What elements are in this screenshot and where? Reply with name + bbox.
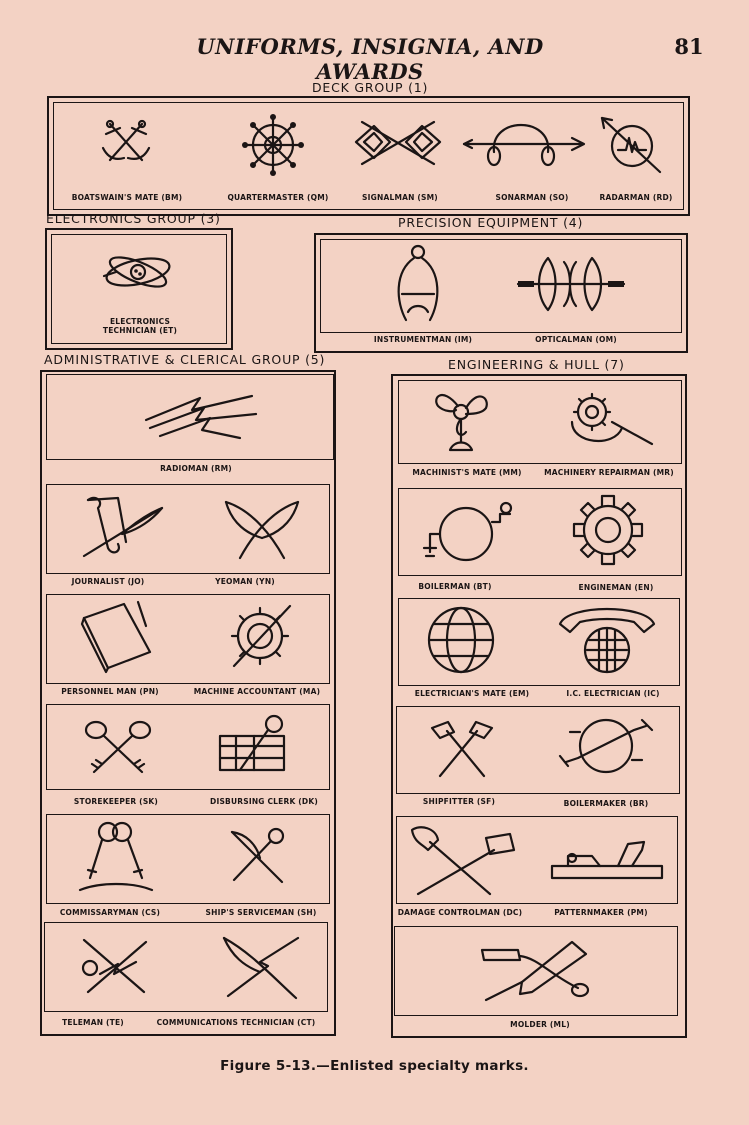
gear-lens-icon [566, 388, 658, 450]
lightning-bolts-icon [140, 390, 260, 446]
quartermaster-label: QUARTERMASTER (QM) [227, 193, 329, 202]
storekeeper-label: STOREKEEPER (SK) [73, 797, 159, 806]
opticalman-label: OPTICALMAN (OM) [535, 335, 617, 344]
ledger-key-icon [214, 712, 294, 778]
page-title: UNIFORMS, INSIGNIA, AND AWARDS [196, 34, 544, 84]
molder-label: MOLDER (ML) [510, 1020, 570, 1029]
headphones-arrow-icon [456, 108, 592, 174]
crossed-flags-icon [352, 118, 444, 166]
crossed-quill-bolt-icon [220, 932, 302, 1002]
disbursing-clerk-label: DISBURSING CLERK (DK) [210, 797, 318, 806]
ic-electrician-label: I.C. ELECTRICIAN (IC) [566, 689, 660, 698]
precision-group-heading: PRECISION EQUIPMENT (4) [398, 215, 584, 230]
atom-orbit-icon [100, 246, 176, 298]
crossed-key-quill-icon [226, 824, 288, 886]
communications-technician-label: COMMUNICATIONS TECHNICIAN (CT) [156, 1018, 316, 1027]
boiler-valve-icon [420, 494, 520, 568]
ship-wheel-icon [240, 114, 306, 176]
crossed-keys-icon [82, 716, 154, 776]
figure-caption: Figure 5-13.—Enlisted specialty marks. [220, 1058, 529, 1074]
shipfitter-label: SHIPFITTER (SF) [422, 797, 496, 806]
teleman-label: TELEMAN (TE) [62, 1018, 124, 1027]
sonarman-label: SONARMAN (SO) [495, 193, 569, 202]
electronics-technician-label-line1: ELECTRONICS [109, 317, 171, 326]
ships-serviceman-label: SHIP'S SERVICEMAN (SH) [205, 908, 317, 917]
personnel-man-label: PERSONNEL MAN (PN) [61, 687, 159, 696]
yeoman-label: YEOMAN (YN) [215, 577, 275, 586]
admin-group-heading: ADMINISTRATIVE & CLERICAL GROUP (5) [44, 352, 326, 367]
crossed-anchors-icon [100, 118, 152, 166]
boilerman-label: BOILERMAN (BT) [418, 582, 492, 591]
keys-ring-icon [76, 820, 156, 896]
book-quill-icon [78, 598, 158, 674]
wrench-boiler-icon [556, 710, 656, 780]
machinists-mate-label: MACHINIST'S MATE (MM) [412, 468, 522, 477]
gear-icon [568, 490, 648, 570]
crossed-quills-icon [222, 496, 302, 562]
patternmaker-label: PATTERNMAKER (PM) [554, 908, 648, 917]
propeller-icon [428, 384, 494, 454]
boilermaker-label: BOILERMAKER (BR) [563, 799, 649, 808]
ladle-rammer-icon [476, 936, 592, 1004]
axe-maul-icon [406, 822, 524, 898]
machinery-repairman-label: MACHINERY REPAIRMAN (MR) [544, 468, 674, 477]
engineering-group-heading: ENGINEERING & HULL (7) [448, 357, 625, 372]
quills-bolt-icon [78, 934, 152, 998]
gear-quill-icon [226, 600, 296, 670]
lenses-icon [514, 252, 628, 316]
damage-controlman-label: DAMAGE CONTROLMAN (DC) [397, 908, 523, 917]
engineman-label: ENGINEMAN (EN) [578, 583, 654, 592]
radioman-label: RADIOMAN (RM) [160, 464, 232, 473]
journalist-label: JOURNALIST (JO) [71, 577, 145, 586]
boatswains-mate-label: BOATSWAIN'S MATE (BM) [71, 193, 183, 202]
crossed-hammers-icon [428, 718, 496, 780]
commissaryman-label: COMMISSARYMAN (CS) [59, 908, 161, 917]
calipers-icon [388, 242, 448, 326]
deck-group-heading: DECK GROUP (1) [312, 80, 429, 95]
page-number: 81 [674, 34, 704, 59]
electricians-mate-label: ELECTRICIAN'S MATE (EM) [414, 689, 530, 698]
radarman-label: RADARMAN (RD) [599, 193, 673, 202]
scroll-quill-icon [78, 490, 164, 560]
globe-icon [424, 602, 498, 678]
machine-accountant-label: MACHINE ACCOUNTANT (MA) [193, 687, 321, 696]
telephone-globe-icon [554, 602, 660, 678]
signalman-label: SIGNALMAN (SM) [362, 193, 438, 202]
plane-icon [548, 836, 666, 886]
electronics-technician-label-line2: TECHNICIAN (ET) [102, 326, 178, 335]
electronics-group-heading: ELECTRONICS GROUP (3) [46, 211, 221, 226]
radar-scope-icon [598, 114, 664, 176]
instrumentman-label: INSTRUMENTMAN (IM) [373, 335, 473, 344]
